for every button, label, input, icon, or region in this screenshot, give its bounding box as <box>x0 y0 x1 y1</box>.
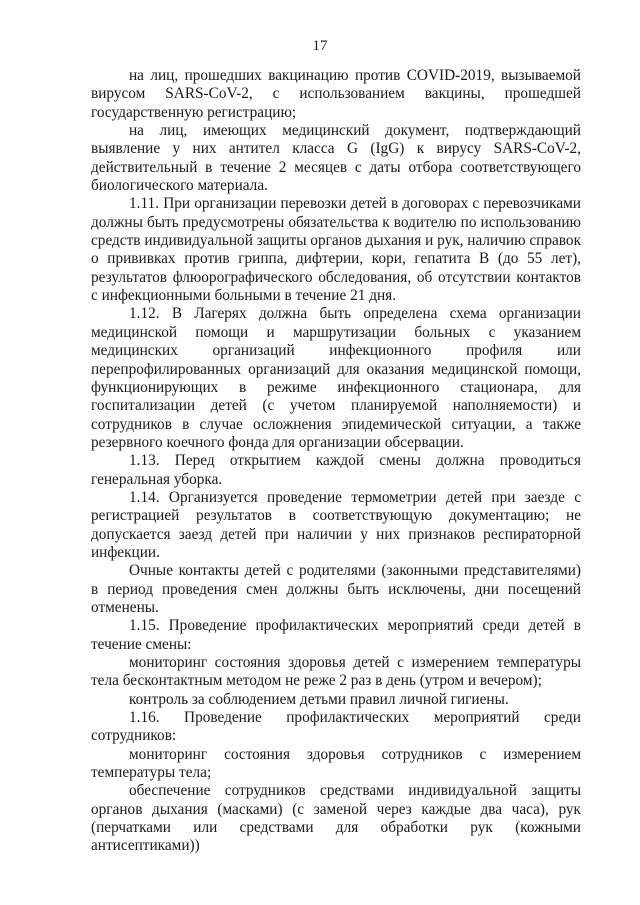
paragraph-1-15-children-measures: 1.15. Проведение профилактических мероприятий среди детей в течение смены: <box>91 617 581 653</box>
paragraph-1-16-staff-measures: 1.16. Проведение профилактических мероприятий среди сотрудников: <box>91 709 581 745</box>
page-number: 17 <box>312 38 328 54</box>
paragraph-1-14-thermometry: 1.14. Организуется проведение термометрии детей при заезде с регистрацией результатов в соответствующую документацию; не допускается заезд детей при наличии у них признаков респираторной инфекции. <box>91 488 581 561</box>
paragraph-children-monitoring: мониторинг состояния здоровья детей с измерением температуры тела бесконтактным методом не реже 2 раз в день (утром и вечером); <box>91 654 581 690</box>
document-body <box>91 67 581 856</box>
paragraph-parent-contacts: Очные контакты детей с родителями (законными представителями) в период проведения смен должны быть исключены, дни посещений отменены. <box>91 562 581 616</box>
paragraph-antibodies: на лиц, имеющих медицинский документ, подтверждающий выявление у них антител класса G (IgG) к вирусу SARS-CoV-2, действительный в течение 2 месяцев с даты отбора соответствующего биологического материала. <box>91 122 581 195</box>
paragraph-vaccinated: на лиц, прошедших вакцинацию против COVID-2019, вызываемой вирусом SARS-CoV-2, с использованием вакцины, прошедшей государственную регистрацию; <box>91 67 581 121</box>
paragraph-1-13-cleaning: 1.13. Перед открытием каждой смены должна проводиться генеральная уборка. <box>91 452 581 488</box>
paragraph-1-12-medical-scheme: 1.12. В Лагерях должна быть определена схема организации медицинской помощи и маршрутизации больных с указанием медицинских организаций инфекционного профиля или перепрофилированных организаций для оказания медицинской помощи, функционирующих в режиме инфекционного стационара, для госпитализации детей (с учетом планируемой наполняемости) и сотрудников в случае осложнения эпидемической ситуации, а также резервного коечного фонда для организации обсервации. <box>91 305 581 451</box>
paragraph-1-11-transport: 1.11. При организации перевозки детей в договорах с перевозчиками должны быть предусмотрены обязательства к водителю по использованию средств индивидуальной защиты органов дыхания и рук, наличию справок о прививках против гриппа, дифтерии, кори, гепатита В (до 55 лет), результатов флюорографического обследования, об отсутствии контактов с инфекционными больными в течение 21 дня. <box>91 195 581 305</box>
paragraph-staff-ppe: обеспечение сотрудников средствами индивидуальной защиты органов дыхания (масками) (с заменой через каждые два часа), рук (перчатками или средствами для обработки рук (кожными антисептиками)) <box>91 782 581 855</box>
paragraph-hygiene-control: контроль за соблюдением детьми правил личной гигиены. <box>129 690 509 708</box>
paragraph-staff-monitoring: мониторинг состояния здоровья сотрудников с измерением температуры тела; <box>91 745 581 782</box>
